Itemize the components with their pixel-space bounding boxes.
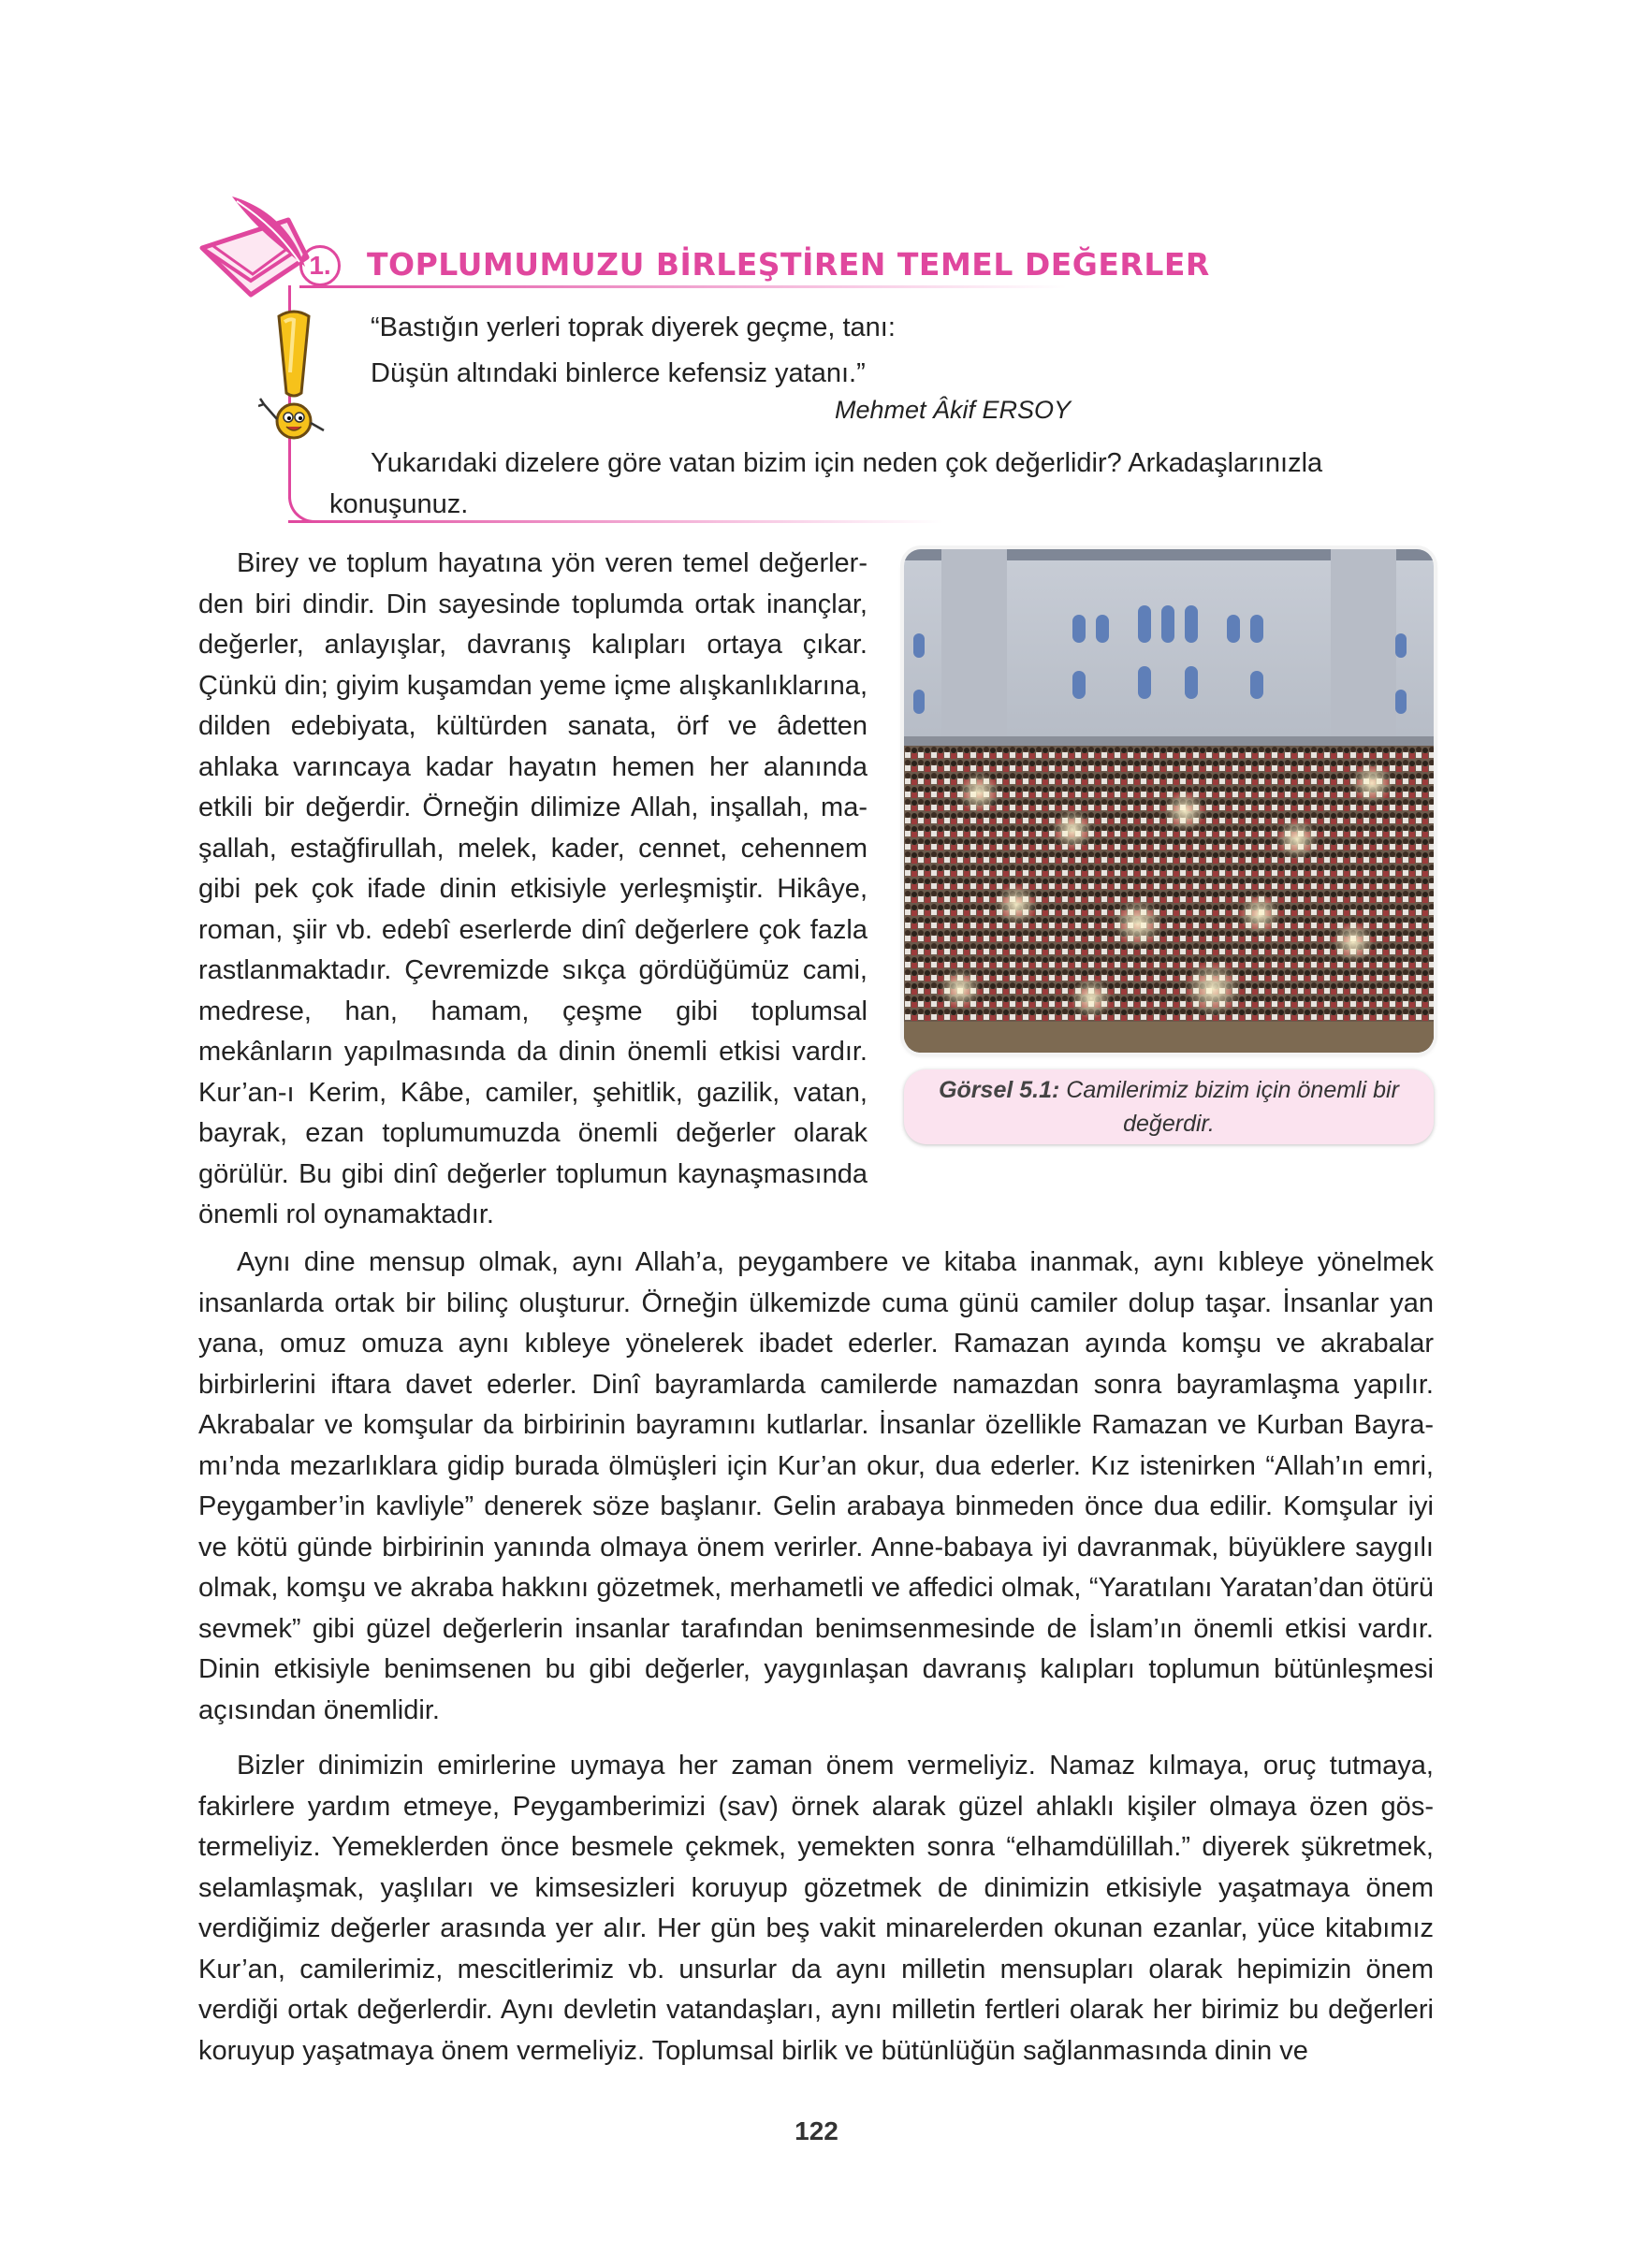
paragraph-2 — [198, 1243, 1434, 1731]
figure-label: Görsel 5.1: — [939, 1077, 1060, 1103]
quote-line-2: Düşün altındaki binlerce kefensiz yatanı.” — [371, 358, 866, 388]
exclamation-mascot-icon — [258, 307, 329, 443]
discussion-prompt-line-2: konuşunuz. — [329, 489, 469, 519]
paragraph-1-text: Birey ve toplum hayatına yön veren temel değerlerden biri dindir. Din sayesinde toplumda ortak inançlar, değerler, anlayışlar, davranış kalıpları ortaya çıkar. Çünkü din; giyim kuşamdan yeme içme alışkanlıklarına, dilden edebiyata, kültürden sanata, örf ve âdetten ahlaka varıncaya kadar hayatın hemen her alanında etkili bir değerdir. Örneğin dilimize Allah, inşallah, maşallah, estağfirullah, melek, kader, cennet, cehennem gibi pek çok ifade dinin etkisiyle yerleşmiştir. Hikâye, roman, şiir vb. edebî eserlerde dinî değerlere çok fazla rastlanmaktadır. Çevremizde sıkça gördüğümüz cami, medrese, han, hamam, çeşme gibi toplumsal mekânların yapılmasında da dinin önemli etkisi vardır. Kur’an-ı Kerim, Kâbe, camiler, şehitlik, gazilik, vatan, bayrak, ezan toplumumuzda önemli değerler olarak görülür. Bu gibi dinî değerler toplumun kaynaşmasında önemli rol oynamaktadır. — [198, 548, 868, 1229]
frame-line-corner — [288, 487, 326, 523]
paragraph-3-text: Bizler dinimizin emirlerine uymaya her zaman önem vermeliyiz. Namaz kılmaya, oruç tutmaya, fakirlere yardım etmeye, Peygamberimizi (sav) örnek alarak güzel ahlaklı kişiler olmaya özen göstermeliyiz. Yemeklerden önce besmele çekmek, yemekten sonra “elhamdülillah.” diyerek şükretmek, selamlaşmak, yaşlıları ve kimsesizleri koruyup gözetmek de dinimizin etkisiyle yaşatmaya önem verdiğimiz değerler arasında yer alır. Her gün beş vakit minarelerden okunan ezanlar, yüce kitabımız Kur’an, camilerimiz, mescitlerimiz vb. unsurlar da aynı milletin mensupları olarak hepimizin önem verdiği ortak değerlerdir. Aynı devletin vatandaşları, aynı milletin fertleri olarak her birimiz bu değerleri koruyup yaşatmaya önem vermeliyiz. Toplumsal birlik ve bütünlüğün sağlanmasında dinin ve — [198, 1751, 1434, 2066]
quote-author: Mehmet Âkif ERSOY — [835, 396, 1072, 424]
figure-caption — [904, 1069, 1434, 1144]
section-title: TOPLUMUMUZU BİRLEŞTİREN TEMEL DEĞERLER — [367, 246, 1210, 283]
paragraph-2-text: Aynı dine mensup olmak, aynı Allah’a, peygambere ve kitaba inanmak, aynı kıbleye yönelmek insanlarda ortak bir bilinç oluşturur. Örneğin ülkemizde cuma günü camiler dolup taşar. İnsanlar yan yana, omuz omuza aynı kıbleye yönelerek ibadet ederler. Ramazan ayında komşu ve akrabalar birbirlerini iftara davet ederler. Dinî bayramlarda camilerde namazdan sonra bayramlaşma yapılır. Akrabalar ve komşular da birbirinin bayramını kutlarlar. İnsanlar özellikle Ramazan ve Kurban Bayramı’nda mezarlıklara gidip burada ölmüşleri için Kur’an okur, dua ederler. Kız istenirken “Allah’ın emri, Peygamber’in kavliyle” denerek söze başlanır. Gelin arabaya binmeden önce dua edilir. Komşular iyi ve kötü günde birbirinin yanında olmaya önem verirler. Anne-babaya iyi davranmak, büyüklere saygılı olmak, komşu ve akraba hakkını gözetmek, merhametli ve affedici olmak, “Yaratılanı Yaratan’dan ötürü sevmek” gibi güzel değerlerin insanlar tarafından benimsenmesinde de İslam’ın önemli etkisi vardır. Dinin etkisiyle benimsenen bu gibi değerler, yaygınlaşan davranış kalıpları toplumun bütünleşmesi açısından önemlidir. — [198, 1247, 1434, 1725]
figure-caption-text: Camilerimiz bizim için önemli bir değerdir. — [1066, 1077, 1399, 1137]
quote-line-1: “Bastığın yerleri toprak diyerek geçme, tanı: — [371, 313, 896, 342]
title-underline — [299, 285, 1067, 288]
section-number: 1. — [299, 245, 341, 286]
discussion-prompt-line-1: Yukarıdaki dizelere göre vatan bizim için neden çok değerlidir? Arkadaşlarınızla — [371, 448, 1323, 478]
mosque-congregation-photo — [904, 549, 1434, 1053]
paragraph-3 — [198, 1746, 1434, 2072]
page-number: 122 — [795, 2116, 838, 2145]
paragraph-1 — [198, 544, 868, 1236]
